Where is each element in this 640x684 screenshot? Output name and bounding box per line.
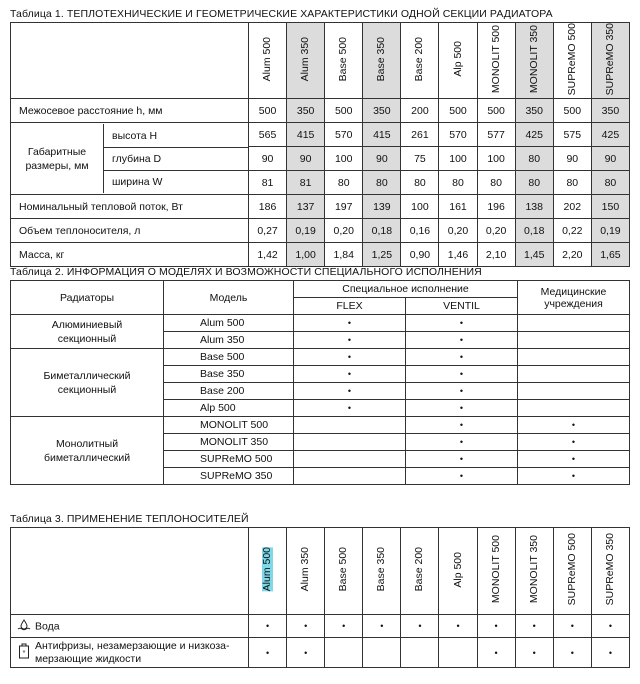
- table1-col-header: [515, 23, 553, 99]
- table1-cell: 90: [553, 147, 591, 171]
- table3-cell: •: [249, 615, 287, 638]
- table2-row: [11, 349, 630, 366]
- table1-cell: 186: [249, 195, 287, 219]
- medical-mark: [518, 383, 630, 400]
- group-name: Алюминиевый секционный: [11, 315, 164, 349]
- ventil-mark: •: [406, 451, 518, 468]
- col-header-label: SUPReMO 500: [565, 23, 578, 96]
- table1-cell: 0,20: [325, 219, 363, 243]
- ventil-mark: •: [406, 400, 518, 417]
- flex-mark: •: [294, 349, 406, 366]
- header-medical: Медицинские учреждения: [518, 281, 630, 315]
- table1-cell: 500: [325, 99, 363, 123]
- table1-cell: 0,22: [553, 219, 591, 243]
- table1-cell: 80: [515, 171, 553, 195]
- col-header-label: Alum 500: [261, 37, 274, 82]
- table1-cell: 139: [363, 195, 401, 219]
- table3-col-header: [401, 528, 439, 615]
- table1-cell: 0,20: [477, 219, 515, 243]
- table1-cell: 80: [401, 171, 439, 195]
- medical-mark: [518, 332, 630, 349]
- table1-cell: 138: [515, 195, 553, 219]
- col-header-label: MONOLIT 500: [489, 25, 502, 94]
- ventil-mark: •: [406, 332, 518, 349]
- model-name: Base 350: [164, 366, 294, 383]
- col-header-label: SUPReMO 350: [603, 533, 616, 606]
- table1-cell: 0,19: [287, 219, 325, 243]
- row-label: Номинальный тепловой поток, Вт: [11, 195, 249, 219]
- table1-cell: 500: [439, 99, 477, 123]
- table1-cell: 1,46: [439, 243, 477, 267]
- medical-mark: •: [518, 417, 630, 434]
- table1-cell: 425: [591, 123, 629, 147]
- table1-col-header: [287, 23, 325, 99]
- svg-text:*: *: [22, 649, 26, 657]
- table1-cell: 100: [439, 147, 477, 171]
- table1-col-header: [477, 23, 515, 99]
- sub-row-label: глубина D: [104, 148, 248, 171]
- table3-cell: •: [477, 615, 515, 638]
- table3-col-header: [325, 528, 363, 615]
- table2-caption: Таблица 2. ИНФОРМАЦИЯ О МОДЕЛЯХ И ВОЗМОЖНОСТИ СПЕЦИАЛЬНОГО ИСПОЛНЕНИЯ: [10, 266, 482, 278]
- table2-row: [11, 315, 630, 332]
- col-header-label: Alum 500: [261, 547, 274, 592]
- medical-mark: [518, 349, 630, 366]
- table1-cell: 90: [249, 147, 287, 171]
- table3-cell: •: [401, 615, 439, 638]
- model-name: SUPReMO 350: [164, 468, 294, 485]
- table2: [10, 280, 630, 485]
- col-header-label: SUPReMO 500: [565, 533, 578, 606]
- table3-col-header: [249, 528, 287, 615]
- table1-cell: 196: [477, 195, 515, 219]
- table3-cell: [363, 638, 401, 668]
- sub-row-label: ширина W: [112, 176, 163, 189]
- table1-cell: 0,27: [249, 219, 287, 243]
- table1-cell: 100: [401, 195, 439, 219]
- header-ventil: VENTIL: [406, 298, 518, 315]
- table1-cell: 0,19: [591, 219, 629, 243]
- group-label: [11, 123, 249, 195]
- table1-cell: 161: [439, 195, 477, 219]
- col-header-label: Alp 500: [451, 551, 464, 588]
- ventil-mark: •: [406, 417, 518, 434]
- table1-cell: 565: [249, 123, 287, 147]
- table1-cell: 425: [515, 123, 553, 147]
- table1-cell: 350: [287, 99, 325, 123]
- table3-corner: [11, 528, 249, 615]
- table1-cell: 500: [477, 99, 515, 123]
- row-label: Вода: [35, 619, 60, 632]
- model-name: Base 500: [164, 349, 294, 366]
- table1-cell: 0,90: [401, 243, 439, 267]
- row-label: Объем теплоносителя, л: [11, 219, 249, 243]
- table1-row: [11, 99, 630, 123]
- table1-cell: 2,20: [553, 243, 591, 267]
- table1-cell: 261: [401, 123, 439, 147]
- ventil-mark: •: [406, 315, 518, 332]
- table1-col-header: [249, 23, 287, 99]
- ventil-mark: •: [406, 468, 518, 485]
- medical-mark: [518, 366, 630, 383]
- table1-cell: 1,42: [249, 243, 287, 267]
- table3-cell: •: [249, 638, 287, 668]
- table1-cell: 90: [363, 147, 401, 171]
- table1-cell: 80: [515, 147, 553, 171]
- table1-cell: 0,16: [401, 219, 439, 243]
- table1-col-header: [325, 23, 363, 99]
- table3-cell: •: [553, 638, 591, 668]
- table1-corner: [11, 23, 249, 99]
- table1-cell: 80: [591, 171, 629, 195]
- header-radiators: Радиаторы: [11, 281, 164, 315]
- table1-cell: 1,45: [515, 243, 553, 267]
- table3-cell: •: [439, 615, 477, 638]
- col-header-label: MONOLIT 350: [527, 25, 540, 94]
- medical-mark: •: [518, 434, 630, 451]
- row-label: Антифризы, незамерзающие и низкоза-мерзающие жидкости: [35, 639, 230, 665]
- table1-col-header: [401, 23, 439, 99]
- col-header-label: Base 500: [337, 37, 350, 82]
- flex-mark: •: [294, 383, 406, 400]
- table1-cell: 2,10: [477, 243, 515, 267]
- table1-col-header: [439, 23, 477, 99]
- medical-mark: [518, 400, 630, 417]
- table3-cell: •: [325, 615, 363, 638]
- table3-col-header: [477, 528, 515, 615]
- model-name: Alum 500: [164, 315, 294, 332]
- ventil-mark: •: [406, 366, 518, 383]
- table3-col-header: [439, 528, 477, 615]
- col-header-label: Base 350: [375, 547, 388, 592]
- table1-row: [11, 195, 630, 219]
- col-header-label: Base 350: [375, 37, 388, 82]
- ventil-mark: •: [406, 349, 518, 366]
- table1-cell: 500: [249, 99, 287, 123]
- flex-mark: [294, 417, 406, 434]
- table2-row: [11, 417, 630, 434]
- medical-mark: •: [518, 451, 630, 468]
- table1-cell: 1,00: [287, 243, 325, 267]
- flex-mark: •: [294, 366, 406, 383]
- model-name: MONOLIT 500: [164, 417, 294, 434]
- row-label: Межосевое расстояние h, мм: [11, 99, 249, 123]
- table1-cell: 90: [591, 147, 629, 171]
- table1-cell: 150: [591, 195, 629, 219]
- flex-mark: [294, 468, 406, 485]
- table3-cell: •: [591, 638, 629, 668]
- table1-cell: 80: [553, 171, 591, 195]
- table1-cell: 1,84: [325, 243, 363, 267]
- row-label-cell: [11, 638, 249, 668]
- col-header-label: Base 200: [413, 547, 426, 592]
- group-name: Биметаллический секционный: [11, 349, 164, 417]
- table3-cell: •: [477, 638, 515, 668]
- table1-cell: 75: [401, 147, 439, 171]
- model-name: Base 200: [164, 383, 294, 400]
- table1-cell: 197: [325, 195, 363, 219]
- table1-cell: 350: [591, 99, 629, 123]
- table3-cell: [439, 638, 477, 668]
- table1-cell: 0,20: [439, 219, 477, 243]
- table1-cell: 350: [515, 99, 553, 123]
- table1-cell: 570: [439, 123, 477, 147]
- table1-row: [11, 219, 630, 243]
- table3-cell: •: [591, 615, 629, 638]
- table3-cell: •: [363, 615, 401, 638]
- table1-row: [11, 123, 630, 147]
- table3-cell: •: [287, 638, 325, 668]
- table1-cell: 0,18: [515, 219, 553, 243]
- flex-mark: [294, 451, 406, 468]
- table3-col-header: [363, 528, 401, 615]
- table1-cell: 80: [325, 171, 363, 195]
- table1-cell: 415: [287, 123, 325, 147]
- table3: [10, 527, 630, 668]
- medical-mark: •: [518, 468, 630, 485]
- header-model: Модель: [164, 281, 294, 315]
- table1-col-header: [363, 23, 401, 99]
- table1-cell: 81: [249, 171, 287, 195]
- table1-cell: 0,18: [363, 219, 401, 243]
- col-header-label: Alum 350: [299, 37, 312, 82]
- group-name: Габаритные размеры, мм: [11, 124, 104, 193]
- header-flex: FLEX: [294, 298, 406, 315]
- table1-cell: 577: [477, 123, 515, 147]
- header-special: Специальное исполнение: [294, 281, 518, 298]
- table1-cell: 500: [553, 99, 591, 123]
- table1-cell: 100: [477, 147, 515, 171]
- water-icon: [17, 619, 31, 634]
- col-header-label: Alp 500: [451, 41, 464, 77]
- col-header-label: Base 500: [337, 547, 350, 592]
- table3-row: [11, 638, 630, 668]
- table1-cell: 200: [401, 99, 439, 123]
- table3-row: [11, 615, 630, 638]
- flex-mark: •: [294, 332, 406, 349]
- col-header-label: MONOLIT 500: [489, 535, 502, 604]
- table1-cell: 137: [287, 195, 325, 219]
- table1-cell: 202: [553, 195, 591, 219]
- group-name: Монолитный биметаллический: [11, 417, 164, 485]
- model-name: MONOLIT 350: [164, 434, 294, 451]
- table3-caption: Таблица 3. ПРИМЕНЕНИЕ ТЕПЛОНОСИТЕЛЕЙ: [10, 513, 249, 525]
- ventil-mark: •: [406, 383, 518, 400]
- table1-cell: 1,25: [363, 243, 401, 267]
- flex-mark: •: [294, 315, 406, 332]
- flex-mark: [294, 434, 406, 451]
- antifreeze-icon: [17, 643, 31, 663]
- flex-mark: •: [294, 400, 406, 417]
- table3-col-header: [591, 528, 629, 615]
- col-header-label: MONOLIT 350: [527, 535, 540, 604]
- row-label: Масса, кг: [11, 243, 249, 267]
- row-label-cell: [11, 615, 249, 638]
- table3-cell: •: [287, 615, 325, 638]
- table3-cell: •: [515, 638, 553, 668]
- table1-cell: 90: [287, 147, 325, 171]
- model-name: Alp 500: [164, 400, 294, 417]
- table1-cell: 100: [325, 147, 363, 171]
- table3-cell: •: [553, 615, 591, 638]
- col-header-label: Base 200: [413, 37, 426, 82]
- sub-row-label: высота H: [104, 124, 248, 147]
- col-header-label: Alum 350: [299, 547, 312, 592]
- table1-caption: Таблица 1. ТЕПЛОТЕХНИЧЕСКИЕ И ГЕОМЕТРИЧЕСКИЕ ХАРАКТЕРИСТИКИ ОДНОЙ СЕКЦИИ РАДИАТОРА: [10, 8, 553, 20]
- table1-cell: 570: [325, 123, 363, 147]
- table3-cell: •: [515, 615, 553, 638]
- table1-cell: 350: [363, 99, 401, 123]
- medical-mark: [518, 315, 630, 332]
- table1-cell: 415: [363, 123, 401, 147]
- table1: [10, 22, 630, 267]
- ventil-mark: •: [406, 434, 518, 451]
- table1-cell: 81: [287, 171, 325, 195]
- table3-col-header: [553, 528, 591, 615]
- table3-col-header: [515, 528, 553, 615]
- table1-cell: 80: [363, 171, 401, 195]
- table1-cell: 80: [477, 171, 515, 195]
- table3-cell: [401, 638, 439, 668]
- table1-row: [11, 243, 630, 267]
- table1-cell: 80: [439, 171, 477, 195]
- table1-col-header: [553, 23, 591, 99]
- model-name: Alum 350: [164, 332, 294, 349]
- table3-col-header: [287, 528, 325, 615]
- table1-cell: 1,65: [591, 243, 629, 267]
- table1-cell: 575: [553, 123, 591, 147]
- model-name: SUPReMO 500: [164, 451, 294, 468]
- table1-col-header: [591, 23, 629, 99]
- col-header-label: SUPReMO 350: [603, 23, 616, 96]
- table3-cell: [325, 638, 363, 668]
